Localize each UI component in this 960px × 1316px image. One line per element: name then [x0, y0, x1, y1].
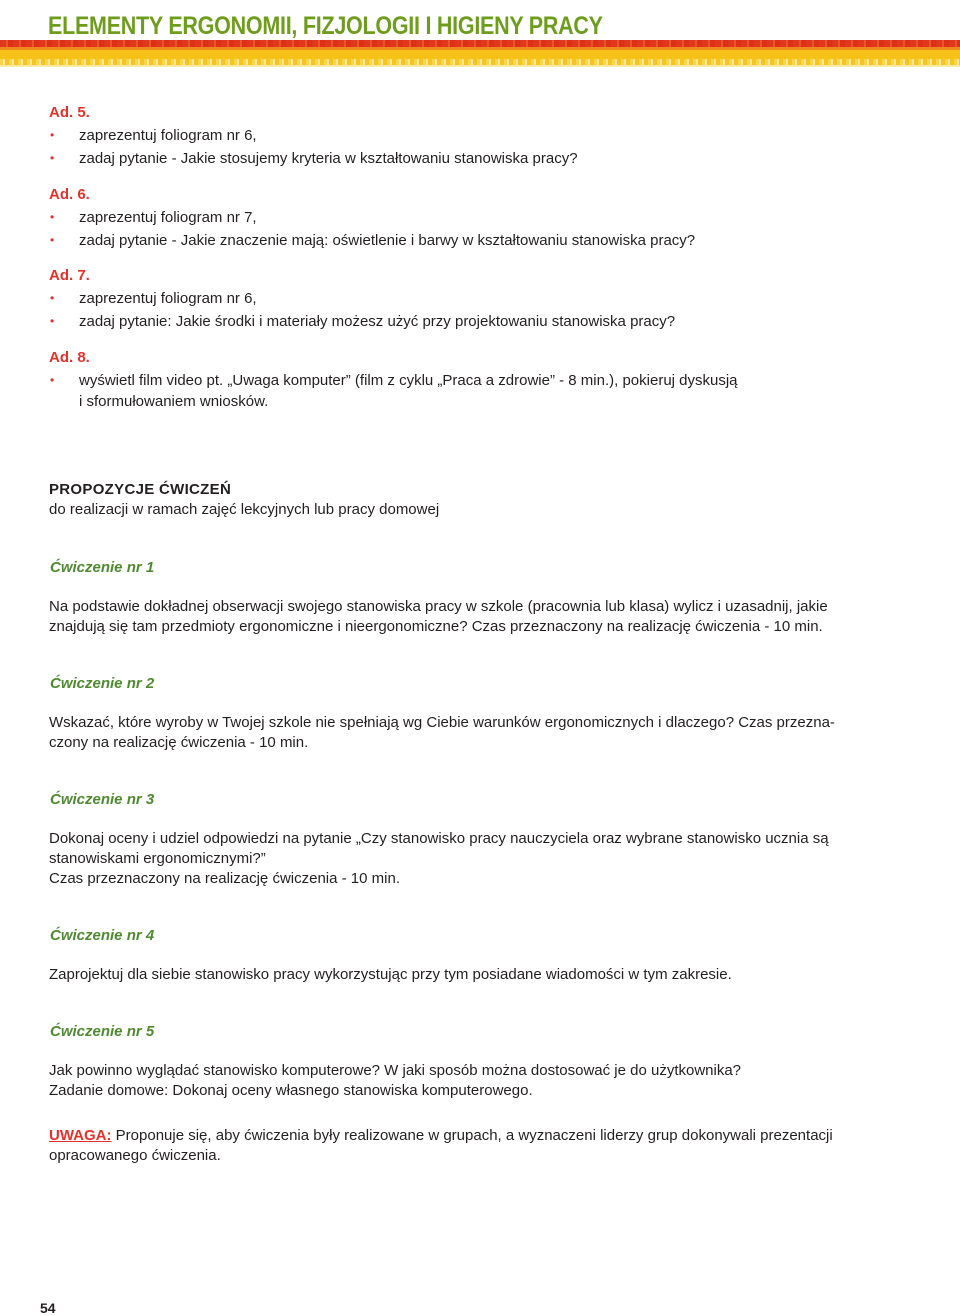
section-subtitle: do realizacji w ramach zajęć lekcyjnych lub pracy domowej [49, 501, 440, 518]
ad-section-7 [49, 264, 675, 333]
exercise-line: Jak powinno wyglądać stanowisko komputerowe? W jaki sposób można dostosować je do użytkownika? [49, 1062, 742, 1079]
page-title: ELEMENTY ERGONOMII, FIZJOLOGII I HIGIENY PRACY [48, 12, 603, 40]
list-item-text: zadaj pytanie - Jakie znaczenie mają: oświetlenie i barwy w kształtowaniu stanowiska pracy? [79, 232, 696, 249]
list-item-text: zaprezentuj foliogram nr 6, [79, 127, 257, 144]
exercise-title: Ćwiczenie nr 4 [50, 927, 155, 944]
note-block [49, 1126, 879, 1166]
note-label: UWAGA: [49, 1127, 112, 1144]
exercise-line: Zadanie domowe: Dokonaj oceny własnego stanowiska komputerowego. [49, 1082, 533, 1099]
bullet-icon: • [50, 210, 55, 224]
ad-list [49, 124, 578, 170]
note-text: Proponuje się, aby ćwiczenia były realizowane w grupach, a wyznaczeni liderzy grup dokonywali prezentacji [111, 1127, 833, 1144]
ad-section-6 [49, 183, 695, 252]
list-item [49, 229, 695, 252]
exercise-text [49, 597, 879, 637]
bullet-icon: • [50, 373, 55, 387]
exercise-text [49, 965, 879, 985]
bullet-icon: • [50, 151, 55, 165]
exercise-text [49, 829, 879, 889]
bullet-icon: • [50, 291, 55, 305]
ad-heading: Ad. 5. [49, 104, 90, 121]
page-header [0, 0, 960, 68]
list-item-text: zadaj pytanie - Jakie stosujemy kryteria w kształtowaniu stanowiska pracy? [79, 150, 578, 167]
exercise-line: Na podstawie dokładnej obserwacji swojego stanowiska pracy w szkole (pracownia lub klasa) wylicz i uzasadnij, jakie [49, 598, 828, 615]
list-item-text: wyświetl film video pt. „Uwaga komputer” (film z cyklu „Praca a zdrowie” - 8 min.), pokieruj dyskusją [79, 372, 738, 389]
exercise-text [49, 1061, 879, 1101]
exercise-line: Wskazać, które wyroby w Twojej szkole nie spełniają wg Ciebie warunków ergonomicznych i dlaczego? Czas przezna- [49, 714, 835, 731]
exercise-line: znajdują się tam przedmioty ergonomiczne i nieergonomiczne? Czas przeznaczony na realizację ćwiczenia - 10 min. [49, 618, 823, 635]
list-item [49, 206, 695, 229]
exercise-title: Ćwiczenie nr 1 [50, 559, 155, 576]
page-number: 54 [40, 1300, 56, 1316]
ad-heading: Ad. 8. [49, 349, 90, 366]
header-stripe-yellow [0, 50, 960, 59]
ad-list [49, 369, 738, 412]
bullet-icon: • [50, 314, 55, 328]
ad-list [49, 287, 675, 333]
header-stripe-pale [0, 65, 960, 67]
section-title: PROPOZYCJE ĆWICZEŃ [49, 481, 232, 498]
ad-list [49, 206, 695, 252]
list-item [49, 147, 578, 170]
exercise-line: Czas przeznaczony na realizację ćwiczenia - 10 min. [49, 870, 400, 887]
exercise-line: Zaprojektuj dla siebie stanowisko pracy wykorzystując przy tym posiadane wiadomości w tym zakresie. [49, 966, 732, 983]
exercise-title: Ćwiczenie nr 3 [50, 791, 155, 808]
list-item-text: zaprezentuj foliogram nr 7, [79, 209, 257, 226]
bullet-icon: • [50, 128, 55, 142]
bullet-icon: • [50, 233, 55, 247]
note-line [49, 1126, 879, 1146]
exercise-title: Ćwiczenie nr 2 [50, 675, 155, 692]
list-item [49, 369, 738, 412]
header-stripe-red [0, 40, 960, 47]
list-item-text: zaprezentuj foliogram nr 6, [79, 290, 257, 307]
list-item-text: zadaj pytanie: Jakie środki i materiały możesz użyć przy projektowaniu stanowiska pracy? [79, 313, 676, 330]
exercise-text [49, 713, 879, 753]
ad-section-8 [49, 346, 738, 412]
ad-heading: Ad. 7. [49, 267, 90, 284]
exercise-line: czony na realizację ćwiczenia - 10 min. [49, 734, 309, 751]
exercise-line: Dokonaj oceny i udziel odpowiedzi na pytanie „Czy stanowisko pracy nauczyciela oraz wybrane stanowisko ucznia są [49, 830, 829, 847]
list-item [49, 124, 578, 147]
list-item-continuation: i sformułowaniem wniosków. [79, 393, 269, 410]
exercise-line: stanowiskami ergonomicznymi?” [49, 850, 266, 867]
ad-heading: Ad. 6. [49, 186, 90, 203]
ad-section-5 [49, 101, 578, 170]
note-line: opracowanego ćwiczenia. [49, 1147, 221, 1164]
list-item [49, 287, 675, 310]
list-item [49, 310, 675, 333]
exercise-title: Ćwiczenie nr 5 [50, 1023, 155, 1040]
